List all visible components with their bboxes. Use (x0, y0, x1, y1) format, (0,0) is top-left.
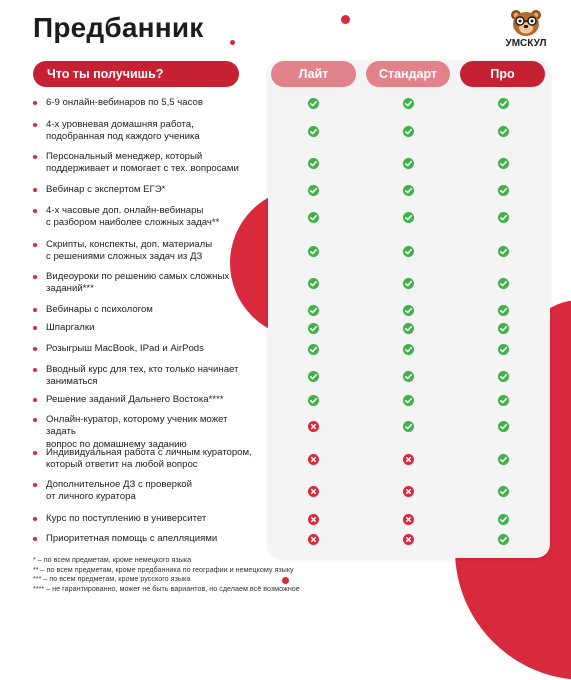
check-icon (403, 323, 414, 334)
feature-label-line: Вебинары с психологом (46, 303, 153, 315)
feature-label (46, 364, 256, 389)
check-icon (308, 212, 319, 223)
feature-label-line: с разбором наиболее сложных задач** (46, 217, 220, 228)
check-icon (308, 278, 319, 289)
what-you-get-header: Что ты получишь? (33, 61, 239, 87)
feature-label-line: Индивидуальная работа с личным куратором, (46, 446, 252, 458)
feature-label-line: Шпаргалки (46, 321, 95, 333)
check-icon (403, 278, 414, 289)
feature-label-line: который ответит на любой вопрос (46, 459, 198, 470)
feature-label-line: от личного куратора (46, 491, 136, 502)
list-bullet (33, 537, 37, 541)
check-icon (498, 344, 509, 355)
check-icon (498, 534, 509, 545)
feature-label (46, 205, 256, 230)
check-icon (403, 421, 414, 432)
check-icon (498, 486, 509, 497)
feature-label-line: Курс по поступлению в университет (46, 512, 207, 524)
list-bullet (33, 451, 37, 455)
feature-label-line: Персональный менеджер, который (46, 150, 203, 162)
cross-icon (308, 454, 319, 465)
feature-label (46, 151, 256, 176)
check-icon (498, 98, 509, 109)
feature-label-line: Розыгрыш MacBook, IPad и AirPods (46, 342, 204, 354)
footnote: * – по всем предметам, кроме немецкого языка (33, 555, 192, 564)
feature-label (46, 513, 256, 526)
check-icon (308, 126, 319, 137)
feature-label-line: Видеоуроки по решению самых сложных (46, 270, 230, 282)
check-icon (403, 158, 414, 169)
check-icon (498, 158, 509, 169)
feature-label (46, 184, 256, 197)
feature-label (46, 239, 256, 264)
feature-label (46, 271, 256, 296)
cross-icon (403, 454, 414, 465)
feature-label-line: Вебинар с экспертом ЕГЭ* (46, 183, 166, 195)
list-bullet (33, 101, 37, 105)
feature-label-line: Решение заданий Дальнего Востока**** (46, 393, 224, 405)
plan-standard-header: Стандарт (366, 61, 450, 87)
cross-icon (403, 514, 414, 525)
list-bullet (33, 326, 37, 330)
list-bullet (33, 123, 37, 127)
check-icon (498, 421, 509, 432)
check-icon (498, 514, 509, 525)
check-icon (498, 454, 509, 465)
check-icon (308, 371, 319, 382)
feature-label-line: Онлайн-куратор, которому ученик может задать (46, 413, 228, 437)
cross-icon (308, 514, 319, 525)
check-icon (498, 305, 509, 316)
check-icon (498, 371, 509, 382)
check-icon (308, 305, 319, 316)
brand-logo (500, 8, 552, 60)
check-icon (403, 212, 414, 223)
feature-label-line: Вводный курс для тех, кто только начинает (46, 363, 239, 375)
check-icon (403, 98, 414, 109)
check-icon (403, 395, 414, 406)
check-icon (308, 344, 319, 355)
list-bullet (33, 243, 37, 247)
check-icon (308, 158, 319, 169)
feature-label-line: 6-9 онлайн-вебинаров по 5,5 часов (46, 96, 203, 108)
footnote: **** – не гарантированно, может не быть вариантов, но сделаем всё возможное (33, 583, 300, 593)
list-bullet (33, 209, 37, 213)
list-bullet (33, 308, 37, 312)
list-bullet (33, 483, 37, 487)
page-title: Предбанник (33, 12, 204, 43)
feature-label (46, 414, 256, 452)
decor-dot (230, 40, 235, 45)
feature-label (46, 533, 256, 546)
list-bullet (33, 188, 37, 192)
feature-label-line: заданий*** (46, 283, 94, 294)
feature-label-line: поддерживает и помогает с тех. вопросами (46, 163, 239, 174)
check-icon (403, 305, 414, 316)
cross-icon (403, 486, 414, 497)
feature-label (46, 304, 256, 317)
check-icon (498, 395, 509, 406)
check-icon (403, 344, 414, 355)
check-icon (403, 126, 414, 137)
feature-label (46, 97, 256, 110)
feature-label (46, 322, 256, 335)
bear-mascot-icon (500, 8, 552, 38)
feature-label (46, 394, 256, 407)
check-icon (308, 246, 319, 257)
plan-pro-header: Про (460, 61, 545, 87)
footnote: *** – по всем предметам, кроме русского языка (33, 574, 191, 583)
check-icon (308, 98, 319, 109)
check-icon (498, 278, 509, 289)
check-icon (498, 212, 509, 223)
decor-dot (341, 15, 350, 24)
cross-icon (308, 421, 319, 432)
feature-label-line: 4-х часовые доп. онлайн-вебинары (46, 204, 204, 216)
check-icon (308, 395, 319, 406)
list-bullet (33, 275, 37, 279)
footnote: ** – по всем предметам, кроме предбанника по географии и немецкому языку (33, 564, 294, 574)
check-icon (498, 185, 509, 196)
plan-lite-header: Лайт (271, 61, 356, 87)
feature-label (46, 119, 256, 144)
cross-icon (403, 534, 414, 545)
feature-label (46, 343, 256, 356)
feature-label (46, 447, 256, 472)
feature-label-line: с решениями сложных задач из ДЗ (46, 251, 203, 262)
brand-name: УМСКУЛ (505, 38, 547, 49)
check-icon (403, 371, 414, 382)
check-icon (498, 323, 509, 334)
list-bullet (33, 155, 37, 159)
check-icon (498, 246, 509, 257)
check-icon (498, 126, 509, 137)
feature-label-line: вопрос по домашнему заданию (46, 438, 187, 450)
check-icon (308, 323, 319, 334)
feature-label (46, 479, 256, 504)
list-bullet (33, 398, 37, 402)
feature-label-line: Приоритетная помощь с апелляциями (46, 532, 218, 544)
feature-label-line: 4-х уровневая домашняя работа, (46, 118, 194, 130)
feature-label-line: Дополнительное ДЗ с проверкой (46, 478, 192, 490)
feature-label-line: подобранная под каждого ученика (46, 131, 200, 142)
footnotes (33, 555, 333, 593)
cross-icon (308, 534, 319, 545)
check-icon (403, 246, 414, 257)
list-bullet (33, 418, 37, 422)
list-bullet (33, 368, 37, 372)
cross-icon (308, 486, 319, 497)
feature-label-line: заниматься (46, 376, 98, 387)
list-bullet (33, 517, 37, 521)
check-icon (403, 185, 414, 196)
feature-label-line: Скрипты, конспекты, доп. материалы (46, 238, 213, 250)
check-icon (308, 185, 319, 196)
list-bullet (33, 347, 37, 351)
